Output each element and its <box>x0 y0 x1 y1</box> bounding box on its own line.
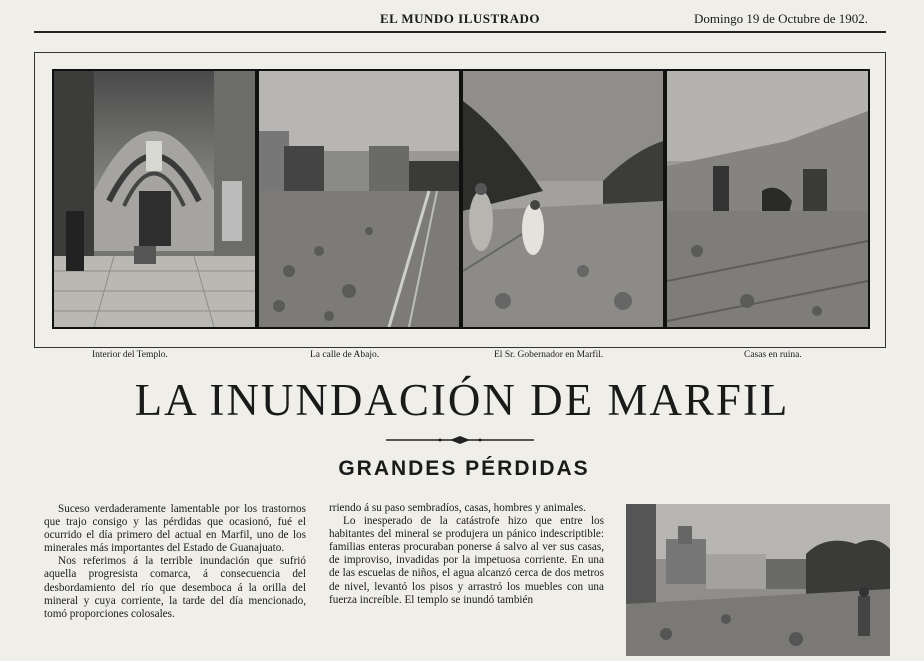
article-subhead: GRANDES PÉRDIDAS <box>338 457 590 480</box>
photo-strip <box>52 69 870 329</box>
ornament-divider <box>386 436 534 444</box>
paragraph: Suceso verdaderamente lamentable por los trastornos que trajo consigo y las pérdidas que ocasionó, fué el ocurrido el día primero del actual en Marfil, uno de los minerales más importantes del Estado de Guanajuato. <box>44 503 306 555</box>
paragraph: Lo inesperado de la catástrofe hizo que entre los habitantes del mineral se produjera un pánico indescriptible: familias enteras procuraban ponerse á salvo al ver sus casas, de improviso, invadidas por la impetuosa corriente. En una de las escuelas de niños, el agua alcanzó cerca de dos metros de nivel, levantó los pisos y arrastró los muebles con una fuerza increíble. El templo se inundó también <box>329 515 604 606</box>
caption-photo-4: Casas en ruina. <box>744 350 802 360</box>
masthead-rule <box>34 31 886 33</box>
inset-photo-town <box>626 504 890 656</box>
issue-date: Domingo 19 de Octubre de 1902. <box>694 11 869 26</box>
photo-calle-de-abajo <box>259 71 459 327</box>
newspaper-title: EL MUNDO ILUSTRADO <box>380 11 540 26</box>
photo-casas-en-ruina <box>667 71 868 327</box>
paragraph: rriendo á su paso sembradíos, casas, hombres y animales. <box>329 502 586 514</box>
masthead <box>0 8 924 30</box>
paragraph: Nos referimos á la terrible inundación que sufrió aquella progresista comarca, á consecuencia del desbordamiento del río que desemboca á la orilla del mineral y cuya corriente, la tarde del día mencionado, tomó proporciones colosales. <box>44 555 306 620</box>
article-headline: LA INUNDACIÓN DE MARFIL <box>134 375 790 425</box>
article-column-1 <box>44 503 306 621</box>
photo-gobernador <box>463 71 663 327</box>
caption-photo-2: La calle de Abajo. <box>310 350 380 360</box>
caption-photo-1: Interior del Templo. <box>92 350 168 360</box>
caption-photo-3: El Sr. Gobernador en Marfil. <box>494 350 604 360</box>
article-column-2 <box>329 502 604 607</box>
photo-captions <box>34 350 886 364</box>
photo-church-interior <box>54 71 255 327</box>
